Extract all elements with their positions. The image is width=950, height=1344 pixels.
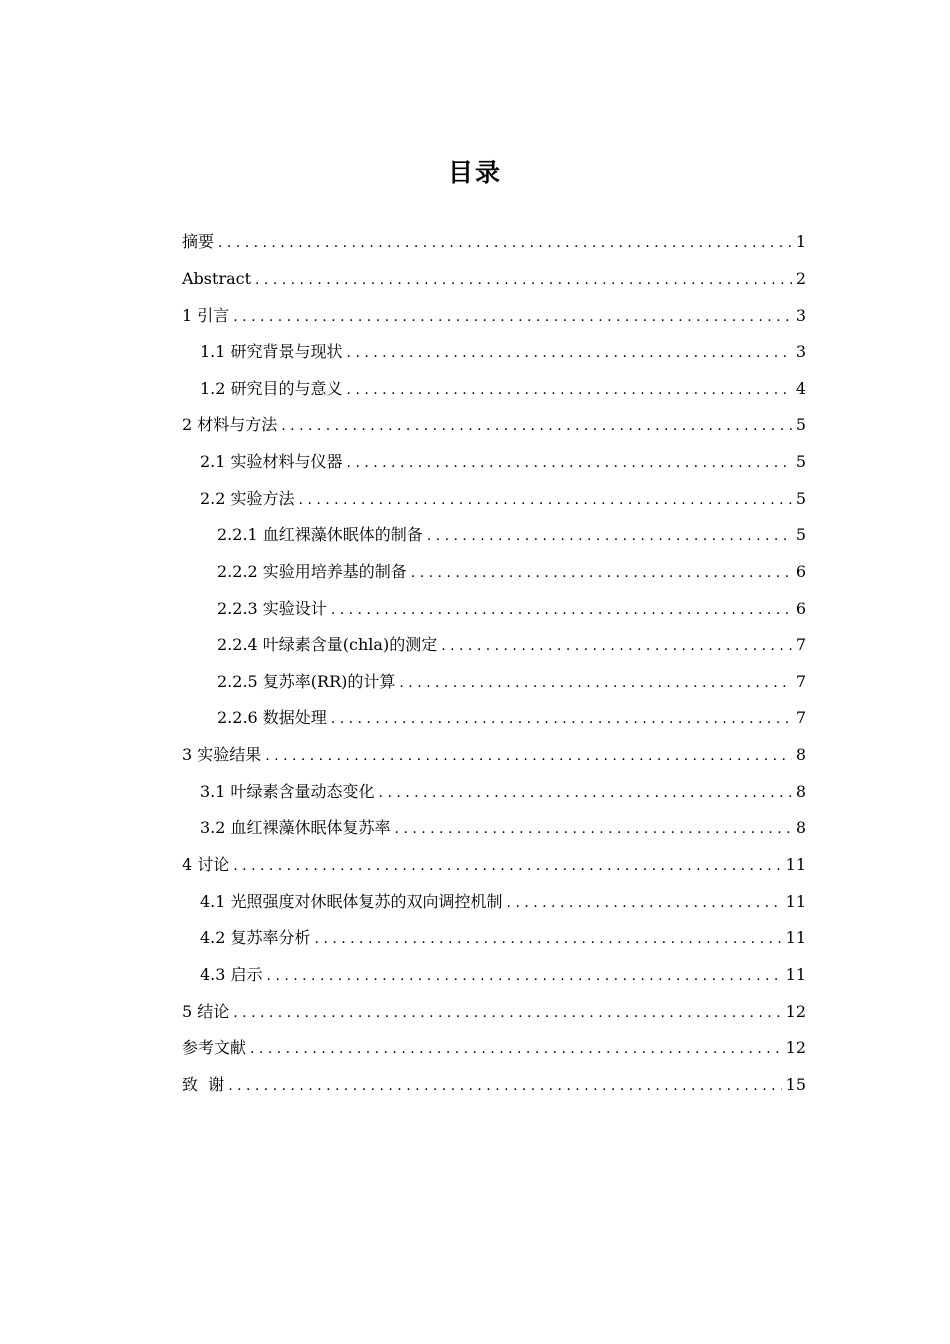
toc-entry-label: 2.1 实验材料与仪器 (200, 452, 343, 471)
toc-entry-page: 5 (795, 452, 806, 471)
toc-entry-label: 2.2 实验方法 (200, 489, 295, 508)
toc-leader-dots (399, 669, 791, 697)
toc-entry-page: 3 (795, 306, 806, 325)
toc-entry-references[interactable] (182, 1034, 806, 1062)
toc-entry-page: 15 (785, 1075, 806, 1094)
toc-leader-dots (347, 449, 792, 477)
toc-entry-label: 5 结论 (182, 1002, 230, 1021)
toc-entry-page: 8 (795, 745, 806, 764)
toc-entry-section-4-2[interactable] (200, 924, 806, 952)
toc-entry-section-1-2[interactable] (200, 375, 806, 403)
toc-entry-page: 7 (795, 672, 806, 691)
toc-entry-label: 1.2 研究目的与意义 (200, 379, 343, 398)
toc-entry-page: 7 (795, 635, 806, 654)
toc-entry-page: 1 (795, 232, 806, 251)
toc-entry-page: 5 (795, 525, 806, 544)
toc-entry-label: 1 引言 (182, 306, 230, 325)
toc-leader-dots (299, 486, 792, 514)
toc-leader-dots (265, 742, 792, 770)
toc-entry-abstract-cn[interactable] (182, 228, 806, 256)
toc-entry-page: 8 (795, 782, 806, 801)
toc-leader-dots (233, 303, 792, 331)
toc-leader-dots (233, 999, 781, 1027)
toc-entry-label: 参考文献 (182, 1038, 247, 1057)
toc-entry-label: 2 材料与方法 (182, 415, 278, 434)
toc-entry-acknowledgements[interactable] (182, 1071, 806, 1099)
toc-entry-label: 2.2.5 复苏率(RR)的计算 (217, 672, 396, 691)
toc-entry-label: 2.2.2 实验用培养基的制备 (217, 562, 407, 581)
toc-entry-page: 6 (795, 562, 806, 581)
toc-entry-page: 11 (785, 892, 806, 911)
toc-entry-label: 4.1 光照强度对休眠体复苏的双向调控机制 (200, 892, 503, 911)
toc-leader-dots (267, 962, 782, 990)
toc-entry-section-4[interactable] (182, 851, 806, 879)
toc-entry-page: 7 (795, 708, 806, 727)
toc-entry-page: 11 (785, 965, 806, 984)
toc-entry-section-2-2-6[interactable] (217, 704, 806, 732)
toc-entry-page: 11 (785, 928, 806, 947)
toc-leader-dots (281, 412, 792, 440)
toc-entry-page: 12 (785, 1038, 806, 1057)
page-title: 目录 (447, 158, 502, 187)
toc-entry-label: 3.1 叶绿素含量动态变化 (200, 782, 375, 801)
toc-leader-dots (507, 889, 782, 917)
toc-entry-label: 4.2 复苏率分析 (200, 928, 311, 947)
toc-entry-label: 3 实验结果 (182, 745, 262, 764)
toc-leader-dots (395, 815, 792, 843)
toc-entry-label: 2.2.3 实验设计 (217, 599, 327, 618)
toc-entry-label: 4.3 启示 (200, 965, 263, 984)
toc-leader-dots (228, 1072, 781, 1100)
toc-leader-dots (427, 522, 792, 550)
toc-leader-dots (255, 266, 792, 294)
toc-leader-dots (347, 376, 792, 404)
toc-entry-section-2-2-2[interactable] (217, 558, 806, 586)
toc-entry-section-2-2[interactable] (200, 485, 806, 513)
toc-entry-label: 2.2.1 血红裸藻休眠体的制备 (217, 525, 423, 544)
toc-entry-label: 1.1 研究背景与现状 (200, 342, 343, 361)
toc-entry-page: 8 (795, 818, 806, 837)
toc-entry-section-2[interactable] (182, 411, 806, 439)
toc-entry-label: 摘要 (182, 232, 215, 251)
toc-leader-dots (250, 1035, 782, 1063)
toc-entry-section-3-1[interactable] (200, 778, 806, 806)
toc-entry-section-4-1[interactable] (200, 888, 806, 916)
toc-leader-dots (347, 339, 792, 367)
toc-entry-label: 3.2 血红裸藻休眠体复苏率 (200, 818, 391, 837)
toc-entry-page: 11 (785, 855, 806, 874)
toc-entry-section-3[interactable] (182, 741, 806, 769)
toc-entry-page: 3 (795, 342, 806, 361)
toc-leader-dots (411, 559, 792, 587)
toc-entry-section-5[interactable] (182, 998, 806, 1026)
toc-entry-section-2-1[interactable] (200, 448, 806, 476)
toc-entry-label: 2.2.6 数据处理 (217, 708, 327, 727)
toc-entry-page: 2 (795, 269, 806, 288)
toc-entry-section-2-2-5[interactable] (217, 668, 806, 696)
toc-leader-dots (315, 925, 782, 953)
toc-entry-section-2-2-3[interactable] (217, 595, 806, 623)
toc-entry-section-3-2[interactable] (200, 814, 806, 842)
toc-leader-dots (218, 229, 792, 257)
toc-leader-dots (331, 705, 792, 733)
toc-entry-label: 2.2.4 叶绿素含量(chla)的测定 (217, 635, 438, 654)
toc-leader-dots (331, 596, 792, 624)
toc-entry-label: 致 谢 (182, 1075, 225, 1094)
toc-entry-page: 6 (795, 599, 806, 618)
toc-entry-section-2-2-4[interactable] (217, 631, 806, 659)
toc-entry-page: 5 (795, 489, 806, 508)
toc-entry-section-1[interactable] (182, 302, 806, 330)
toc-leader-dots (441, 632, 792, 660)
toc-leader-dots (379, 779, 792, 807)
toc-entry-label: Abstract (182, 269, 252, 288)
toc-entry-page: 4 (795, 379, 806, 398)
toc-entry-page: 12 (785, 1002, 806, 1021)
toc-entry-section-1-1[interactable] (200, 338, 806, 366)
toc-entry-label: 4 讨论 (182, 855, 230, 874)
toc-entry-abstract-en[interactable] (182, 265, 806, 293)
toc-entry-section-4-3[interactable] (200, 961, 806, 989)
toc-entry-page: 5 (795, 415, 806, 434)
toc-leader-dots (233, 852, 781, 880)
toc-entry-section-2-2-1[interactable] (217, 521, 806, 549)
